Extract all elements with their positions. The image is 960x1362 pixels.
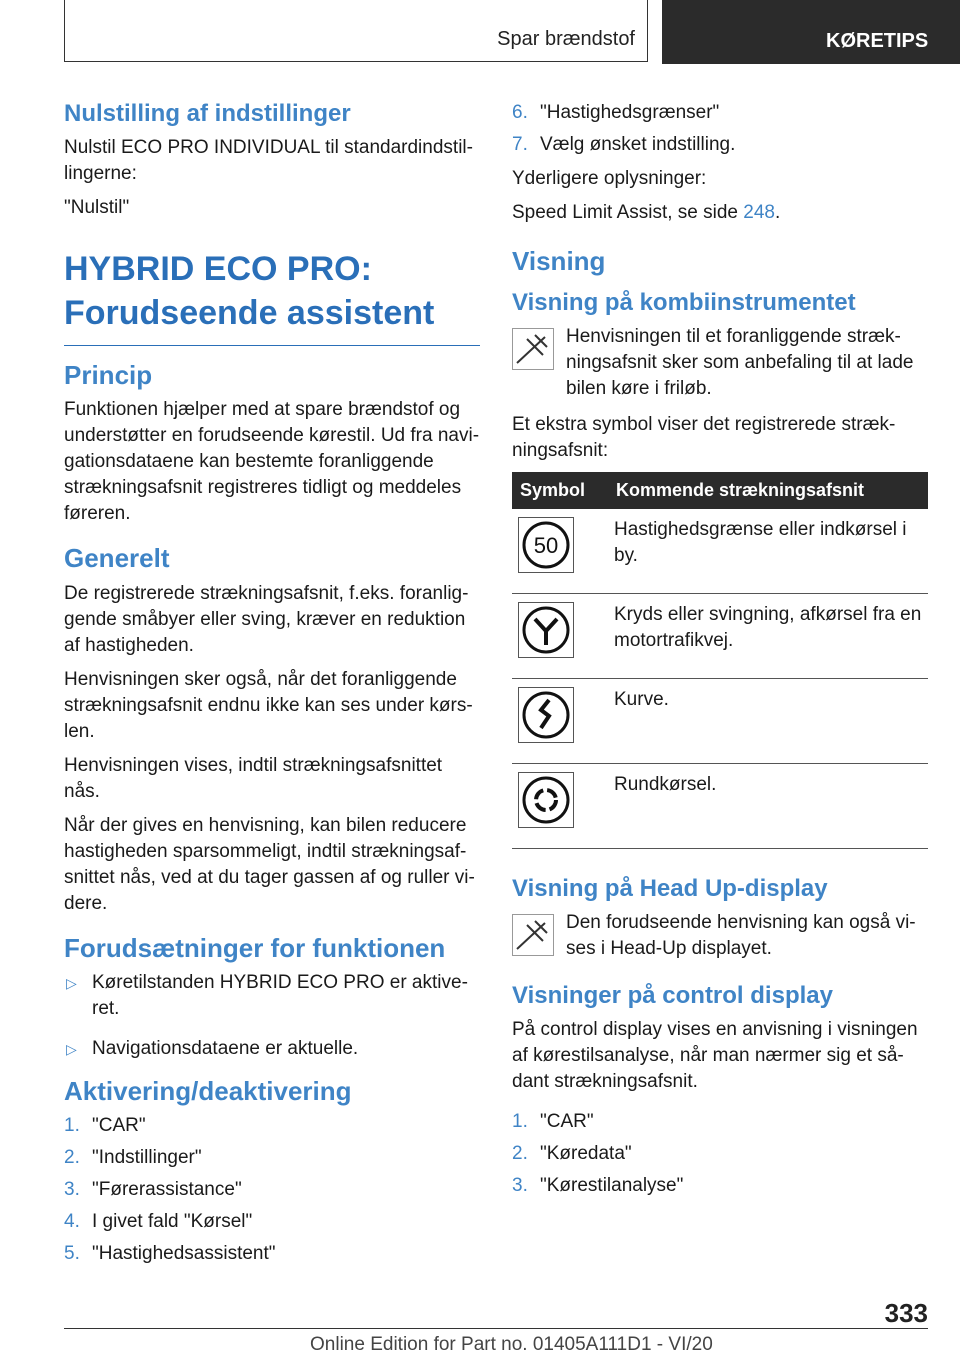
speed-limit-ref: Speed Limit Assist, se side 248. (512, 202, 781, 223)
list-item: 6. "Hastighedsgrænser" (512, 102, 720, 123)
princip-heading: Princip (64, 360, 153, 391)
activation-steps-cont (512, 100, 928, 158)
table-row: Rundkørsel. (512, 763, 928, 848)
list-item: 1. "CAR" (512, 1110, 594, 1132)
control-display-steps (512, 1109, 928, 1199)
list-item: 3. "Kørestilanalyse" (512, 1174, 684, 1196)
header-section: Spar brændstof (497, 28, 635, 50)
generelt-text-1: De registrerede strækningsafsnit, f.eks. foranlig-gende småbyer eller sving, kræver en reduktion af hastigheden. (64, 582, 469, 656)
table-row: Kurve. (512, 678, 928, 763)
svg-text:50: 50 (533, 532, 559, 558)
generelt-text-2: Henvisningen sker også, når det foranliggende strækningsafsnit endnu ikke kan ses under kørs-len. (64, 668, 473, 742)
table-row: Kryds eller svingning, afkørsel fra en motortrafikvej. (512, 593, 928, 678)
control-display-text: På control display vises en anvisning i visningen af kørestilsanalyse, når man nærmer sig et så-dant strækningsafsnit. (512, 1018, 918, 1092)
visning-heading: Visning (512, 246, 606, 276)
note-icon (512, 914, 554, 956)
note-icon (512, 328, 554, 370)
list-item: 2. "Indstillinger" (64, 1146, 202, 1168)
reset-menu: "Nulstil" (64, 196, 130, 218)
reset-text: Nulstil ECO PRO INDIVIDUAL til standardindstil-lingerne: (64, 136, 473, 184)
junction-icon (518, 602, 574, 658)
table-row: 50 Hastighedsgrænse eller indkørsel i by. (512, 509, 928, 594)
curve-icon (518, 687, 574, 743)
list-item: 5. "Hastighedsassistent" (64, 1242, 276, 1264)
princip-text: Funktionen hjælper med at spare brændstof og understøtter en forudseende kørestil. Ud fra navi-gationsdataene kan bestemte foranliggende strækningsafsnit registreres tidligt og meddeles føreren. (64, 399, 480, 525)
reset-heading: Nulstilling af indstillinger (64, 100, 351, 127)
forudsaetninger-heading: Forudsætninger for funktionen (64, 932, 446, 963)
list-item: 4. I givet fald "Kørsel" (64, 1210, 253, 1232)
table-header-symbol: Symbol (512, 472, 608, 509)
requirements-list (64, 970, 480, 1062)
ekstra-text: Et ekstra symbol viser det registrerede stræk-ningsafsnit: (512, 413, 896, 461)
main-title: HYBRID ECO PRO: Forudseende assistent (64, 249, 435, 332)
title-rule (64, 345, 480, 346)
list-item: 1. "CAR" (64, 1114, 146, 1136)
list-item: 3. "Førerassistance" (64, 1178, 242, 1200)
roundabout-icon (518, 772, 574, 828)
generelt-text-3: Henvisningen vises, indtil strækningsafsnittet nås. (64, 754, 443, 802)
triangle-bullet-icon: ▷ (66, 1040, 77, 1057)
right-column (512, 100, 928, 1207)
header-chapter: KØRETIPS (662, 0, 960, 64)
more-info: Yderligere oplysninger: (512, 168, 707, 189)
generelt-text-4: Når der gives en henvisning, kan bilen reducere hastigheden sparsommeligt, indtil strækningsaf-snittet nås, ved at du tager gassen af og ruller vi-dere. (64, 814, 475, 914)
footer-edition: Online Edition for Part no. 01405A111D1 - VI/20 (310, 1334, 713, 1355)
page-number: 333 (884, 1298, 928, 1328)
hud-note: Den forudseende henvisning kan også vi-ses i Head-Up displayet. (512, 910, 928, 962)
table-header-segment: Kommende strækningsafsnit (608, 472, 928, 509)
speed-limit-50-icon (518, 517, 574, 573)
list-item: 7. Vælg ønsket indstilling. (512, 134, 736, 155)
activation-steps (64, 1113, 480, 1267)
page-link[interactable]: 248 (743, 202, 775, 223)
list-item: ▷ Navigationsdataene er aktuelle. (64, 1036, 480, 1062)
list-item: ▷ Køretilstanden HYBRID ECO PRO er aktive-ret. (64, 970, 480, 1022)
generelt-heading: Generelt (64, 543, 170, 574)
footer-rule (64, 1328, 928, 1329)
symbol-table (512, 472, 928, 849)
left-column (64, 100, 480, 1275)
triangle-bullet-icon: ▷ (66, 974, 77, 991)
list-item: 2. "Køredata" (512, 1142, 632, 1164)
kombi-note: Henvisningen til et foranliggende stræk-ningsafsnit sker som anbefaling til at lade bilen køre i friløb. (512, 324, 928, 402)
kombi-heading: Visning på kombiinstrumentet (512, 289, 856, 317)
hud-heading: Visning på Head Up-display (512, 874, 828, 902)
control-display-heading: Visninger på control display (512, 981, 833, 1009)
aktivering-heading: Aktivering/deaktivering (64, 1075, 352, 1106)
